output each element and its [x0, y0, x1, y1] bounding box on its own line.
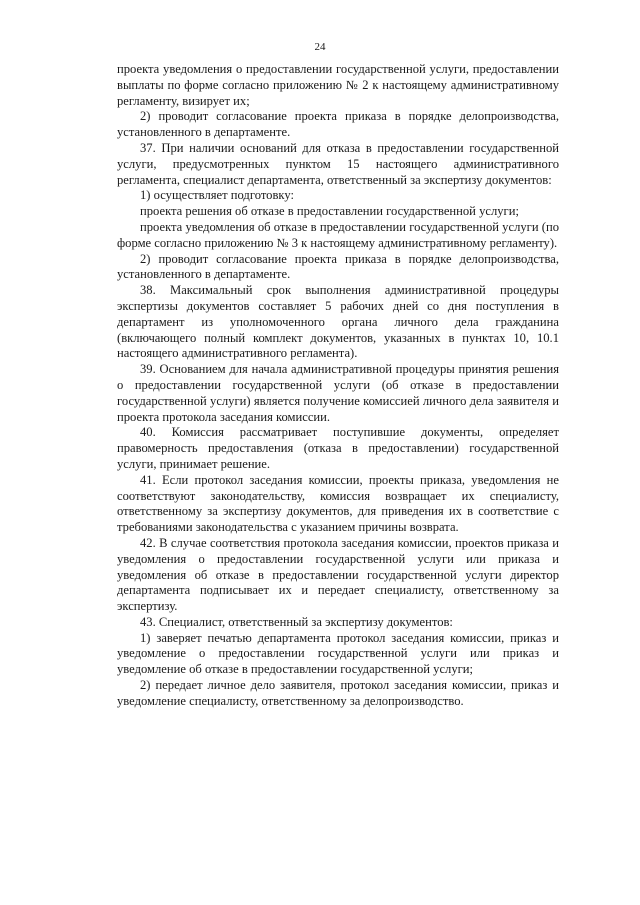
paragraph: 38. Максимальный срок выполнения административной процедуры экспертизы документов составляет 5 рабочих дней со дня поступления в департамент из уполномоченного органа личного дела гражданина (включающего полный комплект документов, указанных в пунктах 10, 10.1 настоящего административного регламента). [117, 283, 559, 361]
paragraph: 2) проводит согласование проекта приказа в порядке делопроизводства, установленного в департаменте. [117, 251, 559, 282]
paragraph: 42. В случае соответствия протокола заседания комиссии, проектов приказа и уведомления о предоставлении государственной услуги или приказа и уведомления об отказе в предоставлении государственной услуги директор департамента подписывает их и передает специалисту, ответственному за экспертизу. [117, 535, 559, 614]
paragraph: проекта уведомления об отказе в предоставлении государственной услуги (по форме согласно приложению № 3 к настоящему административному регламенту). [117, 219, 559, 250]
paragraph: 40. Комиссия рассматривает поступившие документы, определяет правомерность предоставления (отказа в предоставлении) государственной услуги, принимает решение. [117, 425, 559, 471]
paragraph: проекта уведомления о предоставлении государственной услуги, предоставлении выплаты по форме согласно приложению № 2 к настоящему административному регламенту, визирует их; [117, 62, 559, 108]
paragraph: 41. Если протокол заседания комиссии, проекты приказа, уведомления не соответствуют законодательству, комиссия возвращает их специалисту, ответственному за экспертизу документов, для приведения их в соответствие с требованиями законодательства с указанием причины возврата. [117, 472, 559, 535]
paragraph: 37. При наличии оснований для отказа в предоставлении государственной услуги, предусмотренных пунктом 15 настоящего административного регламента, специалист департамента, ответственный за экспертизу документов: [117, 140, 559, 187]
paragraph: проекта решения об отказе в предоставлении государственной услуги; [140, 204, 519, 219]
paragraph: 2) передает личное дело заявителя, протокол заседания комиссии, приказ и уведомление специалисту, ответственному за делопроизводство. [117, 678, 559, 708]
document-body [117, 62, 559, 710]
paragraph: 43. Специалист, ответственный за экспертизу документов: [140, 614, 453, 629]
paragraph: 39. Основанием для начала административной процедуры принятия решения о предоставлении государственной услуги (об отказе в предоставлении государственной услуги) является получение комиссией личного дела заявителя и проекта протокола заседания комиссии. [117, 362, 559, 424]
paragraph: 1) осуществляет подготовку: [140, 188, 294, 203]
page-number: 24 [314, 41, 326, 53]
paragraph: 1) заверяет печатью департамента протокол заседания комиссии, приказ и уведомление о предоставлении государственной услуги или приказ и уведомление об отказе в предоставлении государственной услуги; [117, 630, 559, 677]
paragraph: 2) проводит согласование проекта приказа в порядке делопроизводства, установленного в департаменте. [117, 109, 559, 140]
